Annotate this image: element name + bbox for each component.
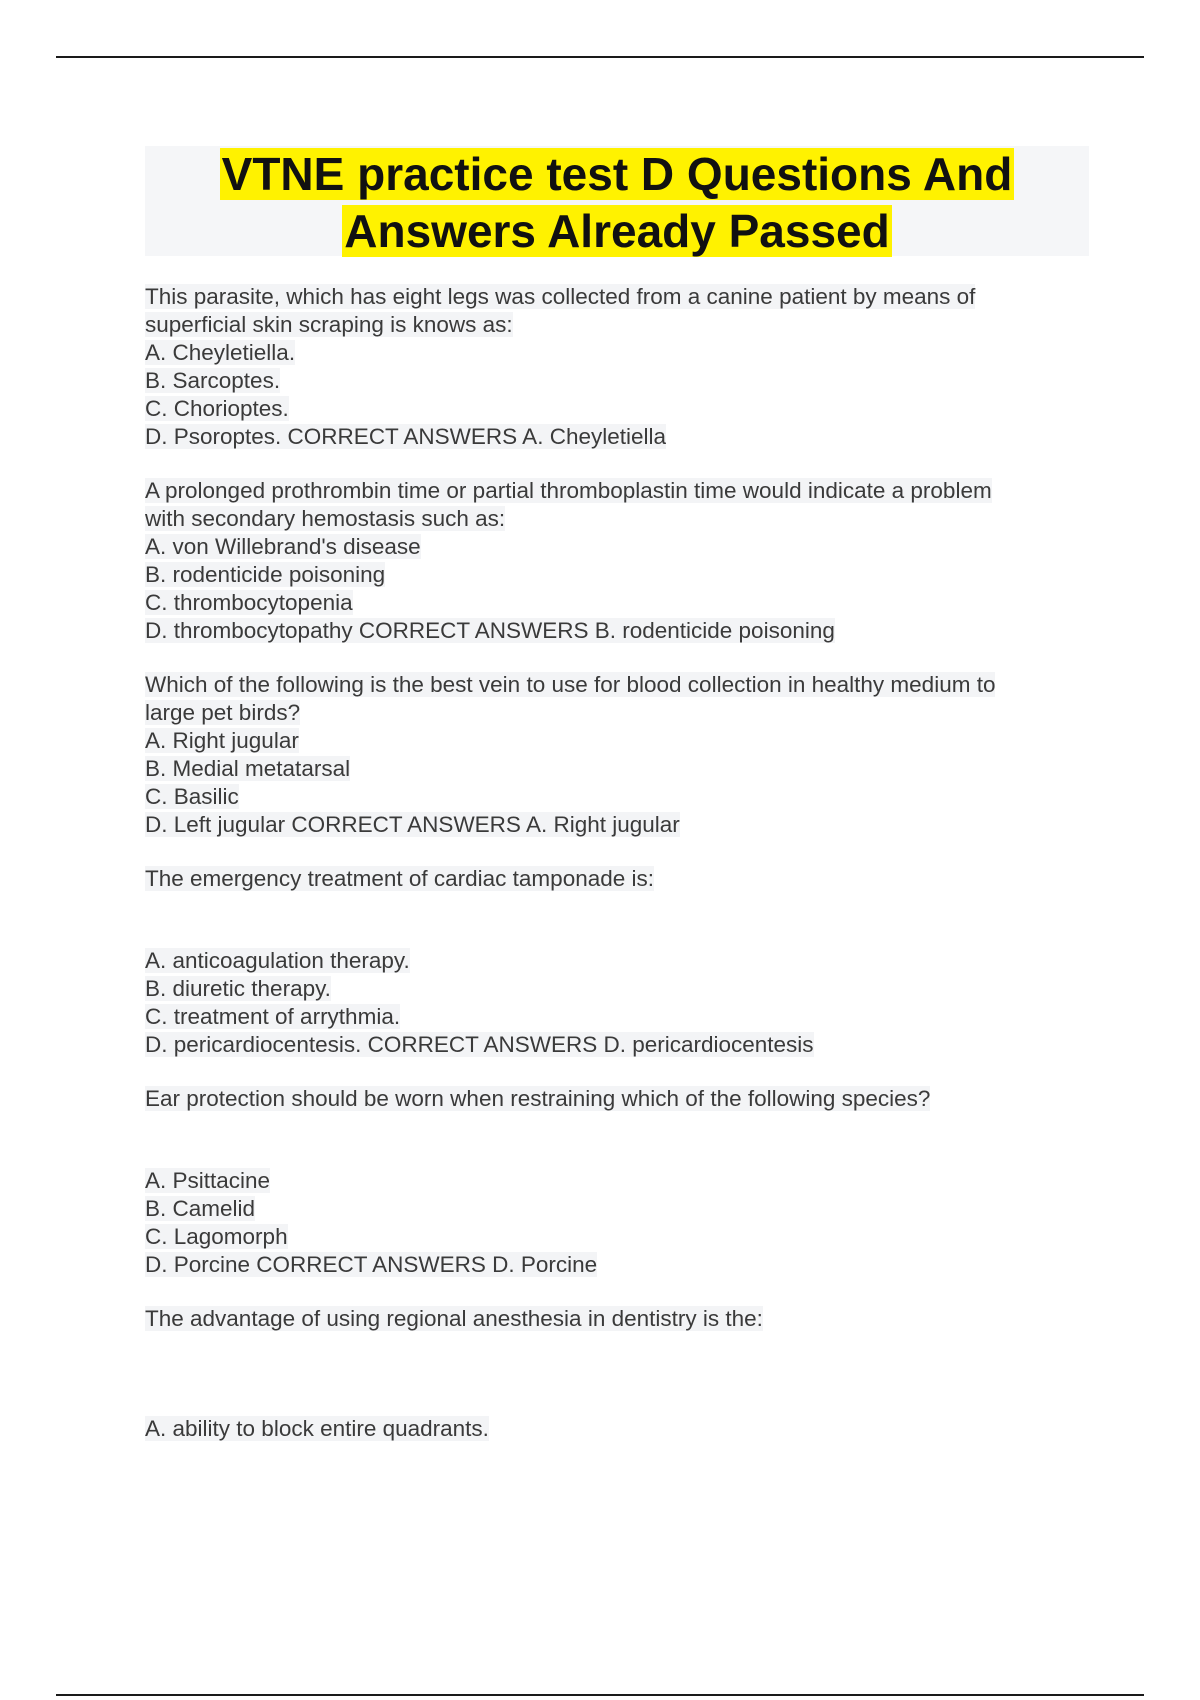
bottom-rule <box>56 1694 1144 1696</box>
question-list <box>145 283 1089 1469</box>
answer-option: A. ability to block entire quadrants. <box>145 1416 489 1441</box>
answer-option: A. von Willebrand's disease <box>145 534 421 559</box>
question-text: A prolonged prothrombin time or partial thromboplastin time would indicate a problem <box>145 478 992 503</box>
answer-option-with-correct-answer: D. Porcine CORRECT ANSWERS D. Porcine <box>145 1252 598 1277</box>
answer-option: B. diuretic therapy. <box>145 976 331 1001</box>
answer-option: A. Right jugular <box>145 728 299 753</box>
top-rule <box>56 56 1144 58</box>
question-3 <box>145 671 1089 839</box>
blank-space <box>145 1113 1089 1167</box>
question-text: This parasite, which has eight legs was collected from a canine patient by means of <box>145 284 976 309</box>
answer-option-with-correct-answer: D. Left jugular CORRECT ANSWERS A. Right jugular <box>145 812 680 837</box>
question-text: with secondary hemostasis such as: <box>145 506 506 531</box>
answer-option: C. Lagomorph <box>145 1224 288 1249</box>
answer-option: C. thrombocytopenia <box>145 590 353 615</box>
answer-option: A. Cheyletiella. <box>145 340 296 365</box>
answer-option-with-correct-answer: D. Psoroptes. CORRECT ANSWERS A. Cheyletiella <box>145 424 667 449</box>
answer-option: A. Psittacine <box>145 1168 271 1193</box>
question-text: superficial skin scraping is knows as: <box>145 312 513 337</box>
title-block <box>145 146 1089 256</box>
blank-space <box>145 893 1089 947</box>
title-line-2: Answers Already Passed <box>344 205 890 257</box>
question-6 <box>145 1305 1089 1443</box>
answer-option: A. anticoagulation therapy. <box>145 948 410 973</box>
question-text: Which of the following is the best vein to use for blood collection in healthy medium to <box>145 672 996 697</box>
answer-option: C. Chorioptes. <box>145 396 289 421</box>
question-text: Ear protection should be worn when restraining which of the following species? <box>145 1086 931 1111</box>
answer-option-with-correct-answer: D. pericardiocentesis. CORRECT ANSWERS D. pericardiocentesis <box>145 1032 814 1057</box>
document-title <box>145 146 1089 260</box>
answer-option: B. Camelid <box>145 1196 256 1221</box>
blank-space <box>145 1333 1089 1415</box>
answer-option: C. treatment of arrythmia. <box>145 1004 401 1029</box>
title-line-1: VTNE practice test D Questions And <box>221 148 1013 200</box>
question-4 <box>145 865 1089 1059</box>
question-5 <box>145 1085 1089 1279</box>
question-text: The advantage of using regional anesthesia in dentistry is the: <box>145 1306 763 1331</box>
answer-option: B. rodenticide poisoning <box>145 562 386 587</box>
question-text: The emergency treatment of cardiac tamponade is: <box>145 866 655 891</box>
question-text: large pet birds? <box>145 700 301 725</box>
question-2 <box>145 477 1089 645</box>
answer-option: B. Medial metatarsal <box>145 756 351 781</box>
answer-option: B. Sarcoptes. <box>145 368 281 393</box>
answer-option-with-correct-answer: D. thrombocytopathy CORRECT ANSWERS B. rodenticide poisoning <box>145 618 835 643</box>
answer-option: C. Basilic <box>145 784 239 809</box>
question-1 <box>145 283 1089 451</box>
